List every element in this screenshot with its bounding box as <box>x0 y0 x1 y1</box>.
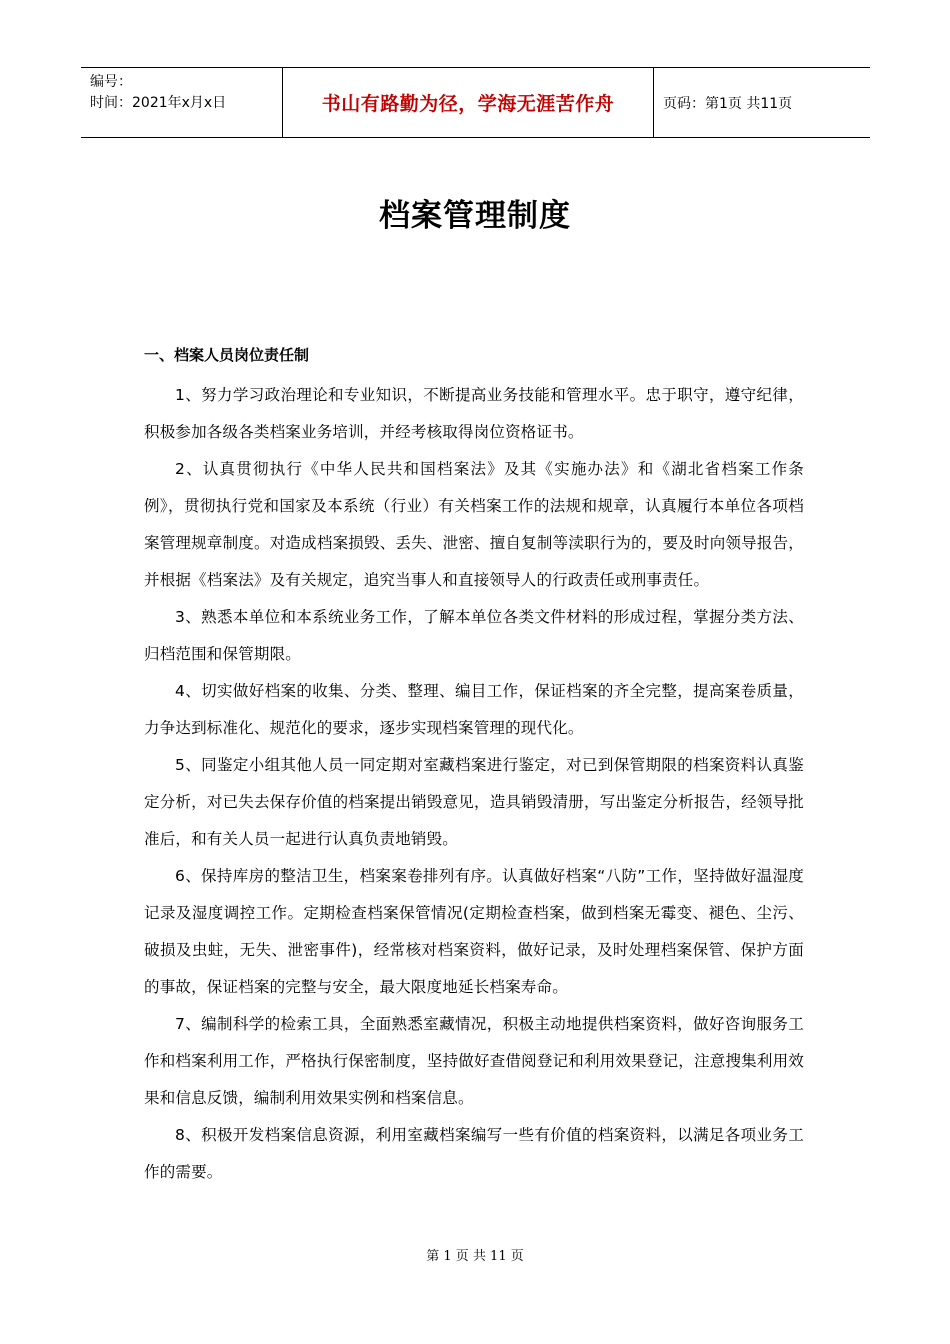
header-table <box>81 67 870 138</box>
document-date-label: 时间：2021年x月x日 <box>90 95 227 111</box>
document-title: 档案管理制度 <box>379 198 571 234</box>
paragraph-5: 5、同鉴定小组其他人员一同定期对室藏档案进行鉴定，对已到保管期限的档案资料认真鉴定分析，对已失去保存价值的档案提出销毁意见，造具销毁清册，写出鉴定分析报告，经领导批准后，和有关人员一起进行认真负责地销毁。 <box>144 756 804 848</box>
paragraph-4: 4、切实做好档案的收集、分类、整理、编目工作，保证档案的齐全完整，提高案卷质量，力争达到标准化、规范化的要求，逐步实现档案管理的现代化。 <box>144 682 804 737</box>
paragraph-3: 3、熟悉本单位和本系统业务工作，了解本单位各类文件材料的形成过程，掌握分类方法、归档范围和保管期限。 <box>144 608 804 663</box>
document-number-label: 编号： <box>90 74 132 90</box>
paragraph-7: 7、编制科学的检索工具，全面熟悉室藏情况，积极主动地提供档案资料，做好咨询服务工作和档案利用工作，严格执行保密制度，坚持做好查借阅登记和利用效果登记，注意搜集利用效果和信息反馈，编制利用效果实例和档案信息。 <box>144 1015 804 1107</box>
paragraph-6: 6、保持库房的整洁卫生，档案案卷排列有序。认真做好档案“八防”工作，坚持做好温湿度记录及湿度调控工作。定期检查档案保管情况(定期检查档案，做到档案无霉变、褪色、尘污、破损及虫蛀，无失、泄密事件)，经常核对档案资料，做好记录，及时处理档案保管、保护方面的事故，保证档案的完整与安全，最大限度地延长档案寿命。 <box>144 867 804 996</box>
section-heading: 一、档案人员岗位责任制 <box>144 346 310 364</box>
document-body <box>144 343 804 1191</box>
paragraph-8: 8、积极开发档案信息资源，利用室藏档案编写一些有价值的档案资料，以满足各项业务工作的需要。 <box>144 1126 804 1181</box>
header-meta-cell <box>81 68 282 137</box>
paragraph-2: 2、认真贯彻执行《中华人民共和国档案法》及其《实施办法》和《湖北省档案工作条例》，贯彻执行党和国家及本系统（行业）有关档案工作的法规和规章，认真履行本单位各项档案管理规章制度。对造成档案损毁、丢失、泄密、擅自复制等渎职行为的，要及时向领导报告，并根据《档案法》及有关规定，追究当事人和直接领导人的行政责任或刑事责任。 <box>144 460 804 589</box>
page-footer: 第 1 页 共 11 页 <box>426 1249 524 1264</box>
paragraph-1: 1、努力学习政治理论和专业知识，不断提高业务技能和管理水平。忠于职守，遵守纪律，积极参加各级各类档案业务培训，并经考核取得岗位资格证书。 <box>144 386 804 441</box>
header-motto: 书山有路勤为径，学海无涯苦作舟 <box>282 68 654 137</box>
header-page-info: 页码：第1页 共11页 <box>663 95 793 112</box>
